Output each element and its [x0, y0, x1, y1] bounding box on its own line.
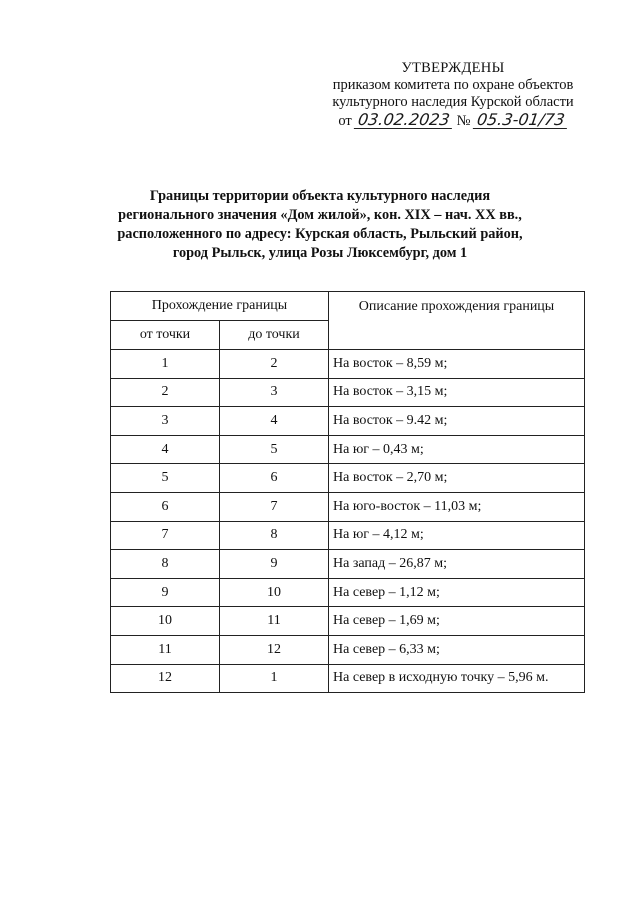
- description-cell: На восток – 8,59 м;: [329, 350, 585, 379]
- description-cell: На запад – 26,87 м;: [329, 550, 585, 579]
- table-row: [111, 521, 585, 550]
- from-point-cell: 2: [111, 378, 220, 407]
- table-body: [111, 350, 585, 693]
- to-point-cell: 12: [220, 635, 329, 664]
- description-cell: На восток – 9.42 м;: [329, 407, 585, 436]
- title-line-2: регионального значения «Дом жилой», кон. XIX – нач. XX вв.,: [118, 207, 522, 223]
- from-point-cell: 7: [111, 521, 220, 550]
- description-cell: На север в исходную точку – 5,96 м.: [329, 664, 585, 693]
- approval-line-1: приказом комитета по охране объектов: [332, 77, 574, 93]
- to-point-cell: 1: [220, 664, 329, 693]
- from-point-header: от точки: [111, 321, 220, 350]
- description-cell: На юго-восток – 11,03 м;: [329, 492, 585, 521]
- from-point-cell: 1: [111, 350, 220, 379]
- document-title: [100, 187, 540, 263]
- description-cell: На север – 1,12 м;: [329, 578, 585, 607]
- to-point-cell: 4: [220, 407, 329, 436]
- description-cell: На юг – 4,12 м;: [329, 521, 585, 550]
- to-point-cell: 3: [220, 378, 329, 407]
- table-row: [111, 435, 585, 464]
- approval-line-2: культурного наследия Курской области: [332, 94, 574, 110]
- to-point-cell: 5: [220, 435, 329, 464]
- from-point-cell: 3: [111, 407, 220, 436]
- to-point-cell: 8: [220, 521, 329, 550]
- title-line-4: город Рыльск, улица Розы Люксембург, дом 1: [172, 245, 468, 261]
- title-line-3: расположенного по адресу: Курская область, Рыльский район,: [117, 226, 523, 242]
- handwritten-number: 05.3-01/73: [473, 112, 569, 129]
- from-point-cell: 9: [111, 578, 220, 607]
- table-row: [111, 350, 585, 379]
- table-row: [111, 578, 585, 607]
- from-point-cell: 11: [111, 635, 220, 664]
- to-point-cell: 7: [220, 492, 329, 521]
- from-point-cell: 12: [111, 664, 220, 693]
- to-point-cell: 10: [220, 578, 329, 607]
- title-line-1: Границы территории объекта культурного наследия: [149, 188, 491, 204]
- approval-order-line: [318, 112, 588, 130]
- approval-heading: УТВЕРЖДЕНЫ: [401, 60, 505, 76]
- table-row: [111, 550, 585, 579]
- from-point-cell: 10: [111, 607, 220, 636]
- table-row: [111, 378, 585, 407]
- to-point-cell: 11: [220, 607, 329, 636]
- number-prefix: №: [456, 113, 471, 129]
- description-cell: На север – 1,69 м;: [329, 607, 585, 636]
- date-prefix: от: [338, 113, 352, 129]
- from-point-cell: 5: [111, 464, 220, 493]
- to-point-cell: 2: [220, 350, 329, 379]
- table-row: [111, 664, 585, 693]
- table-row: [111, 635, 585, 664]
- approval-block: [318, 60, 588, 130]
- table-row: [111, 492, 585, 521]
- from-point-cell: 8: [111, 550, 220, 579]
- from-point-cell: 4: [111, 435, 220, 464]
- to-point-cell: 6: [220, 464, 329, 493]
- to-point-header: до точки: [220, 321, 329, 350]
- description-cell: На север – 6,33 м;: [329, 635, 585, 664]
- description-cell: На восток – 3,15 м;: [329, 378, 585, 407]
- description-cell: На восток – 2,70 м;: [329, 464, 585, 493]
- table-row: [111, 464, 585, 493]
- table-row: [111, 407, 585, 436]
- group-header: Прохождение границы: [111, 292, 329, 321]
- from-point-cell: 6: [111, 492, 220, 521]
- table-row: [111, 607, 585, 636]
- description-cell: На юг – 0,43 м;: [329, 435, 585, 464]
- boundary-table: [110, 291, 585, 693]
- description-header: Описание прохождения границы: [329, 292, 585, 350]
- handwritten-date: 03.02.2023: [354, 112, 454, 129]
- to-point-cell: 9: [220, 550, 329, 579]
